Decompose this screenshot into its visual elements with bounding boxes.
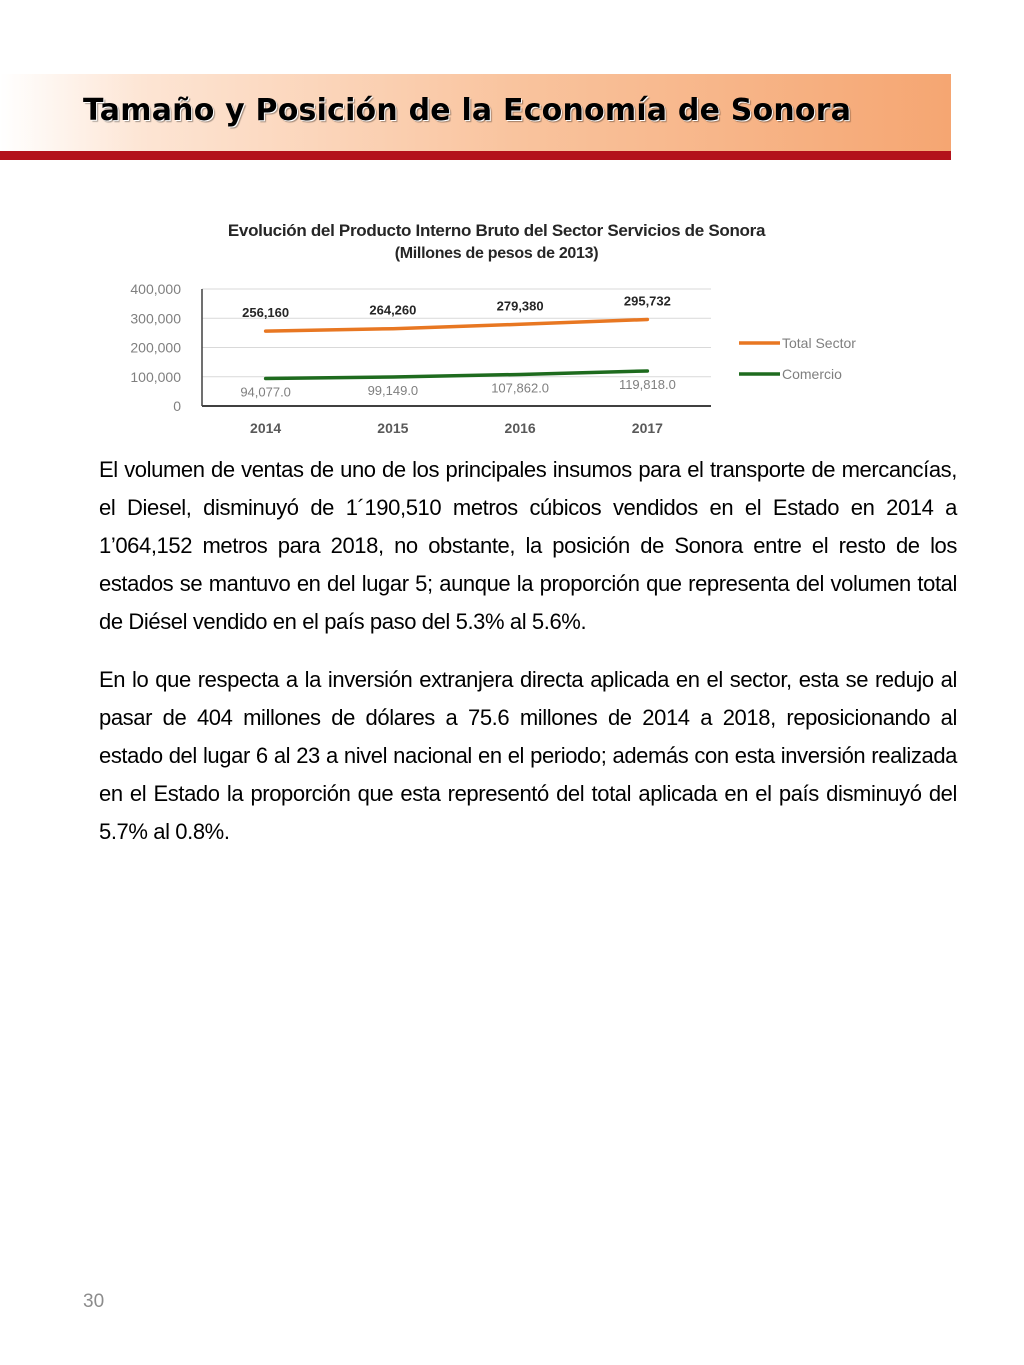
data-label: 107,862.0 (491, 380, 550, 396)
x-tick-label: 2014 (250, 420, 282, 436)
y-tick-label: 200,000 (130, 339, 181, 356)
y-tick-label: 0 (173, 398, 181, 414)
y-tick-label: 100,000 (130, 368, 181, 385)
data-label: 256,160 (242, 305, 290, 321)
chart-title: Evolución del Producto Interno Bruto del Sector Servicios de Sonora (227, 221, 766, 240)
x-tick-label: 2016 (504, 420, 536, 436)
data-label: 119,818.0 (618, 376, 676, 392)
series-line-comercio (266, 371, 648, 379)
x-tick-label: 2015 (377, 420, 409, 436)
data-label: 264,260 (369, 302, 417, 318)
y-tick-label: 400,000 (130, 281, 181, 297)
chart-svg (100, 212, 900, 447)
data-label: 295,732 (623, 293, 671, 309)
page-title: Tamaño y Posición de la Economía de Sonora (83, 93, 852, 128)
chart-subtitle: (Millones de pesos de 2013) (394, 245, 599, 262)
y-tick-label: 300,000 (130, 310, 181, 327)
data-label: 94,077.0 (240, 384, 291, 400)
legend-label: Comercio (782, 366, 842, 382)
legend-label: Total Sector (782, 335, 856, 351)
series-line-total-sector (266, 319, 648, 331)
x-tick-label: 2017 (631, 420, 663, 436)
data-label: 99,149.0 (367, 382, 419, 398)
body-paragraph-2: En lo que respecta a la inversión extranjera directa aplicada en el sector, esta se redujo al pasar de 404 millones de dólares a 75.6 millones de 2014 a 2018, reposicionando al estado del lugar 6 al 23 a nivel nacional en el periodo; además con esta inversión realizada en el Estado la proporción que esta representó del total aplicada en el país disminuyó del 5.7% al 0.8%. (99, 667, 957, 844)
header-rule (0, 151, 951, 160)
chart (100, 212, 900, 447)
data-label: 279,380 (496, 298, 544, 314)
body-paragraph-1: El volumen de ventas de uno de los principales insumos para el transporte de mercancías, el Diesel, disminuyó de 1´190,510 metros cúbicos vendidos en el Estado en 2014 a 1’064,152 metros para 2018, no obstante, la posición de Sonora entre el resto de los estados se mantuvo en del lugar 5; aunque la proporción que representa del volumen total de Diésel vendido en el país paso del 5.3% al 5.6%. (99, 457, 957, 634)
page-number: 30 (83, 1291, 105, 1312)
